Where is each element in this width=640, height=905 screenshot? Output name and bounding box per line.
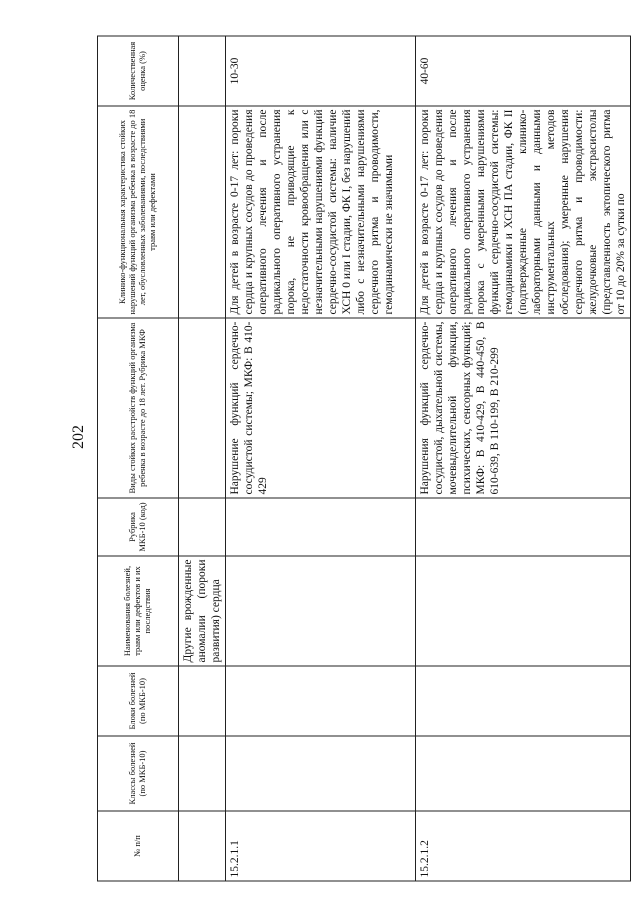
row-score: 10-30	[226, 36, 416, 106]
header-number: № п/п	[98, 811, 179, 881]
cell-empty	[179, 36, 226, 106]
cell-empty	[179, 666, 226, 736]
cell-empty	[179, 318, 226, 498]
disease-name-cell: Другие врожденные аномалии (пороки развития) сердца	[179, 556, 226, 666]
header-disease-name: Наименования болезней, травм или дефектов и их последствия	[98, 556, 179, 666]
row-disorder: Нарушения функций сердечно-сосудистой, дыхательной системы, мочевыделительной функции, психических, сенсорных функций; МКФ: В 410-429, В 440-450, В 610-639, В 110-199, В 210-299	[416, 318, 631, 498]
row-disorder: Нарушение функций сердечно-сосудистой системы; МКФ: В 410-429	[226, 318, 416, 498]
cell-empty	[179, 106, 226, 318]
row-number: 15.2.1.2	[416, 811, 631, 881]
header-quantitative-score: Количественная оценка (%)	[98, 36, 179, 106]
row-characteristic: Для детей в возрасте 0-17 лет: пороки сердца и крупных сосудов до проведения оперативного лечения и после радикального оперативного устранения порока, не приводящие к недостаточности кровообращения или с незначительными нарушениями функций сердечно-сосудистой системы: наличие ХСН 0 или I стадии, ФК I, без нарушений либо с незначительными нарушениями сердечного ритма и проводимости, гемодинамически не значимыми	[226, 106, 416, 318]
table-row	[416, 36, 631, 881]
disability-criteria-table	[97, 36, 631, 882]
page-number: 202	[70, 425, 87, 449]
disease-name-row	[179, 36, 226, 881]
cell-empty	[226, 736, 416, 811]
rotated-document-page	[97, 37, 628, 882]
cell-empty	[416, 556, 631, 666]
row-characteristic: Для детей в возрасте 0-17 лет: пороки сердца и крупных сосудов до проведения оперативного лечения и после радикального оперативного устранения порока с умеренными нарушениями функций сердечно-сосудистой системы: гемодинамики и ХСН ПА стадии, ФК II (подтвержденные клинико-лабораторными данными и данными инструментальных методов обследования); умеренные нарушения сердечного ритма и проводимости: желудочковые экстрасистолы (представленность эктопического ритма от 10 до 20% за сутки по	[416, 106, 631, 318]
header-clinical-characteristic: Клинико-функциональная характеристика стойких нарушений функций организма ребенка в возрасте до 18 лет, обусловленных заболеваниями, последствиями травм или дефектами	[98, 106, 179, 318]
cell-empty	[226, 666, 416, 736]
header-icd-code: Рубрика МКБ-10 (код)	[98, 498, 179, 556]
cell-empty	[179, 811, 226, 881]
header-disease-block: Блоки болезней (по МКБ-10)	[98, 666, 179, 736]
row-score: 40-60	[416, 36, 631, 106]
cell-empty	[226, 556, 416, 666]
table-row	[226, 36, 416, 881]
table-header-row	[98, 36, 179, 881]
cell-empty	[416, 736, 631, 811]
cell-empty	[226, 498, 416, 556]
cell-empty	[416, 498, 631, 556]
cell-empty	[179, 498, 226, 556]
row-number: 15.2.1.1	[226, 811, 416, 881]
header-disease-class: Классы болезней (по МКБ-10)	[98, 736, 179, 811]
cell-empty	[179, 736, 226, 811]
header-function-disorder: Виды стойких расстройств функций организма ребенка в возрасте до 18 лет. Рубрика МКФ	[98, 318, 179, 498]
cell-empty	[416, 666, 631, 736]
